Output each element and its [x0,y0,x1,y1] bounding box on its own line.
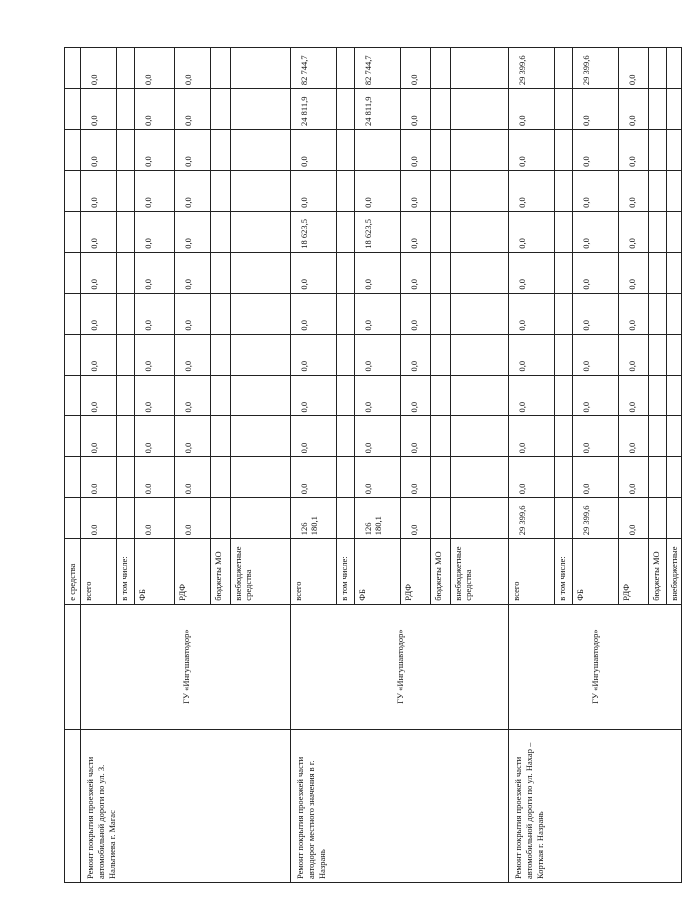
value-cell: 0,0 [175,48,211,89]
value-cell: 24 811,9 [291,89,337,130]
value-cell [117,334,135,375]
value-cell [555,48,573,89]
value-cell [337,170,355,211]
value-cell: 0,0 [291,170,337,211]
value-cell [451,170,509,211]
value-cell: 0,0 [509,211,555,252]
value-cell: 0,0 [619,89,649,130]
value-cell: 0,0 [355,252,401,293]
value-cell: 0,0 [291,252,337,293]
value-cell: 0,0 [401,48,431,89]
table-cell [65,48,81,89]
value-cell [431,211,451,252]
value-cell [431,334,451,375]
value-cell [117,48,135,89]
value-cell: 0,0 [135,375,175,416]
value-cell [231,457,291,498]
source-label: в том числе: [337,539,355,604]
value-cell [649,48,667,89]
value-cell [337,293,355,334]
organization: ГУ «Ингушавтодор» [81,604,291,729]
value-cell: 0,0 [401,252,431,293]
value-cell: 0,0 [135,334,175,375]
value-cell: 0,0 [509,252,555,293]
value-cell: 0,0 [509,334,555,375]
value-cell: 0,0 [135,293,175,334]
value-cell [649,170,667,211]
value-cell [211,211,231,252]
value-cell [337,375,355,416]
value-cell: 0,0 [573,211,619,252]
value-cell: 0,0 [401,334,431,375]
value-cell: 0,0 [175,416,211,457]
table-cell [65,457,81,498]
value-cell [649,457,667,498]
value-cell [211,457,231,498]
value-cell: 0,0 [573,89,619,130]
value-cell [117,293,135,334]
value-cell [211,375,231,416]
value-cell [231,334,291,375]
value-cell [211,252,231,293]
value-cell [337,89,355,130]
value-cell [117,170,135,211]
value-cell: 0,0 [81,375,117,416]
value-cell [337,416,355,457]
value-cell [451,375,509,416]
value-cell: 0,0 [509,375,555,416]
value-cell [337,211,355,252]
value-cell [211,89,231,130]
source-label: всего [81,539,117,604]
value-cell [117,498,135,539]
value-cell [451,211,509,252]
table-cell [65,375,81,416]
value-cell [667,129,682,170]
value-cell [649,375,667,416]
value-cell [667,211,682,252]
value-cell [667,498,682,539]
table-cell [65,129,81,170]
table-cell [65,293,81,334]
table-cell [65,252,81,293]
value-cell [431,375,451,416]
table-cell [65,170,81,211]
organization: ГУ «Ингушавтодор» [291,604,509,729]
value-cell [555,375,573,416]
value-cell: 0,0 [509,129,555,170]
value-cell: 0,0 [401,211,431,252]
value-cell: 82 744,7 [355,48,401,89]
value-cell: 0,0 [509,457,555,498]
source-label: РДФ [619,539,649,604]
value-cell: 0,0 [175,293,211,334]
value-cell: 0,0 [573,457,619,498]
value-cell [231,252,291,293]
value-cell: 29 399,6 [509,48,555,89]
value-cell: 0,0 [573,170,619,211]
value-cell: 0,0 [81,416,117,457]
value-cell [337,252,355,293]
value-cell [231,89,291,130]
value-cell [431,48,451,89]
table-row [81,48,117,883]
value-cell [117,89,135,130]
value-cell: 0,0 [355,293,401,334]
value-cell [667,334,682,375]
value-cell: 0,0 [81,129,117,170]
value-cell [117,457,135,498]
table-cell [65,416,81,457]
value-cell: 0,0 [509,293,555,334]
value-cell: 0,0 [619,252,649,293]
value-cell: 0,0 [135,129,175,170]
value-cell: 0,0 [291,457,337,498]
value-cell [337,48,355,89]
value-cell: 0,0 [509,89,555,130]
value-cell: 0,0 [291,334,337,375]
value-cell: 0,0 [573,334,619,375]
value-cell: 0,0 [619,129,649,170]
value-cell [555,416,573,457]
value-cell [117,129,135,170]
value-cell [431,498,451,539]
value-cell [231,498,291,539]
source-label: ФБ [135,539,175,604]
value-cell [431,416,451,457]
value-cell [667,457,682,498]
source-label: ФБ [573,539,619,604]
value-cell [231,293,291,334]
value-cell [211,293,231,334]
value-cell: 0,0 [401,416,431,457]
table-row [291,48,337,883]
value-cell: 0,0 [573,129,619,170]
value-cell [555,89,573,130]
value-cell: 0,0 [619,170,649,211]
source-label: е средства [65,539,81,604]
value-cell: 18 623,5 [355,211,401,252]
source-label: в том числе: [117,539,135,604]
value-cell [211,416,231,457]
value-cell: 0.0 [81,457,117,498]
value-cell: 0.0 [175,457,211,498]
table-body [65,48,682,883]
value-cell: 0,0 [573,416,619,457]
budget-table [64,47,682,883]
value-cell: 0,0 [291,129,337,170]
source-label: бюджеты МО [211,539,231,604]
value-cell: 0.0 [135,498,175,539]
project-name: Ремонт покрытия проезжей части автодорог местного значения в г. Назрань [291,729,509,882]
value-cell [555,334,573,375]
value-cell: 0,0 [619,211,649,252]
value-cell: 0,0 [81,211,117,252]
value-cell: 126 180,1 [291,498,337,539]
value-cell: 0,0 [573,293,619,334]
value-cell [431,89,451,130]
project-name: Ремонт покрытия проезжей части автомобильной дороги по ул. Нахар – Корткая г. Назрань [509,729,682,882]
value-cell [337,457,355,498]
value-cell: 0,0 [135,211,175,252]
value-cell [555,170,573,211]
value-cell: 0,0 [573,375,619,416]
value-cell [211,129,231,170]
value-cell: 0,0 [175,129,211,170]
value-cell [431,170,451,211]
value-cell [667,89,682,130]
value-cell: 0,0 [175,211,211,252]
value-cell: 0,0 [573,252,619,293]
value-cell: 82 744,7 [291,48,337,89]
value-cell [355,129,401,170]
value-cell [211,334,231,375]
value-cell [667,252,682,293]
table-cell [65,604,81,729]
project-name: Ремонт покрытия проезжей части автомобильной дороги по ул. З. Нальгиева г. Магас [81,729,291,882]
value-cell: 0,0 [355,416,401,457]
value-cell [667,416,682,457]
table-cell [65,89,81,130]
source-label: внебюджетные средства [451,539,509,604]
table-row [509,48,555,883]
value-cell [451,293,509,334]
source-label: в том числе: [555,539,573,604]
value-cell [555,211,573,252]
value-cell: 126 180,1 [355,498,401,539]
value-cell: 0,0 [135,89,175,130]
source-label: ФБ [355,539,401,604]
value-cell: 18 623,5 [291,211,337,252]
value-cell: 0.0 [81,498,117,539]
value-cell: 0,0 [401,457,431,498]
value-cell [555,252,573,293]
value-cell: 0,0 [509,170,555,211]
value-cell [211,48,231,89]
value-cell: 0,0 [619,334,649,375]
value-cell: 0,0 [81,89,117,130]
value-cell [649,129,667,170]
value-cell: 0,0 [291,375,337,416]
value-cell: 0,0 [175,375,211,416]
value-cell: 0,0 [135,170,175,211]
value-cell: 0,0 [401,170,431,211]
value-cell: 0,0 [135,252,175,293]
value-cell: 0,0 [81,293,117,334]
value-cell [451,457,509,498]
value-cell [117,211,135,252]
source-label: всего [291,539,337,604]
value-cell: 0,0 [81,48,117,89]
value-cell [231,170,291,211]
value-cell: 0.0 [135,457,175,498]
value-cell [667,293,682,334]
source-label: внебюджетные [667,539,682,604]
value-cell: 0.0 [175,498,211,539]
value-cell [451,252,509,293]
value-cell: 0,0 [355,375,401,416]
value-cell: 0,0 [355,334,401,375]
value-cell [649,498,667,539]
value-cell: 0,0 [81,334,117,375]
source-label: РДФ [175,539,211,604]
value-cell [451,89,509,130]
source-label: РДФ [401,539,431,604]
table-cell [65,729,81,882]
rotated-table-wrapper [64,47,679,883]
organization: ГУ «Ингушавтодор» [509,604,682,729]
value-cell [431,129,451,170]
value-cell [431,457,451,498]
value-cell [649,252,667,293]
value-cell [231,48,291,89]
value-cell [451,334,509,375]
value-cell [231,375,291,416]
source-label: внебюджетные средства [231,539,291,604]
value-cell [337,129,355,170]
value-cell [451,498,509,539]
value-cell: 0,0 [291,416,337,457]
value-cell: 0,0 [619,48,649,89]
value-cell: 24 811,9 [355,89,401,130]
value-cell: 0,0 [175,252,211,293]
value-cell [231,416,291,457]
value-cell: 0,0 [81,252,117,293]
value-cell [649,334,667,375]
value-cell [337,334,355,375]
value-cell: 29 399,6 [509,498,555,539]
value-cell [555,293,573,334]
value-cell: 0,0 [355,170,401,211]
value-cell: 29 399,6 [573,498,619,539]
source-label: всего [509,539,555,604]
continuation-row [65,48,81,883]
value-cell: 0,0 [509,416,555,457]
value-cell: 0,0 [619,498,649,539]
value-cell: 0,0 [291,293,337,334]
value-cell: 0,0 [401,129,431,170]
value-cell: 0,0 [619,416,649,457]
value-cell: 0,0 [135,416,175,457]
value-cell: 0,0 [619,457,649,498]
value-cell: 29 399,6 [573,48,619,89]
value-cell [117,416,135,457]
value-cell [431,293,451,334]
value-cell [555,129,573,170]
source-label: бюджеты МО [431,539,451,604]
value-cell [117,252,135,293]
source-label: бюджеты МО [649,539,667,604]
value-cell [211,498,231,539]
value-cell: 0,0 [619,375,649,416]
value-cell [667,375,682,416]
value-cell [555,457,573,498]
value-cell [451,416,509,457]
value-cell [451,48,509,89]
value-cell [649,211,667,252]
value-cell: 0,0 [619,293,649,334]
value-cell [649,416,667,457]
value-cell [117,375,135,416]
value-cell [211,170,231,211]
value-cell [649,89,667,130]
value-cell [555,498,573,539]
value-cell: 0,0 [401,498,431,539]
table-cell [65,211,81,252]
value-cell [337,498,355,539]
value-cell: 0,0 [355,457,401,498]
value-cell: 0,0 [401,89,431,130]
value-cell: 0,0 [175,170,211,211]
value-cell [667,170,682,211]
value-cell: 0,0 [175,89,211,130]
value-cell [431,252,451,293]
table-cell [65,334,81,375]
value-cell: 0,0 [81,170,117,211]
value-cell: 0,0 [135,48,175,89]
value-cell: 0,0 [401,375,431,416]
value-cell [451,129,509,170]
value-cell [667,48,682,89]
value-cell [231,129,291,170]
value-cell: 0,0 [175,334,211,375]
table-cell [65,498,81,539]
value-cell [649,293,667,334]
value-cell: 0,0 [401,293,431,334]
value-cell [231,211,291,252]
